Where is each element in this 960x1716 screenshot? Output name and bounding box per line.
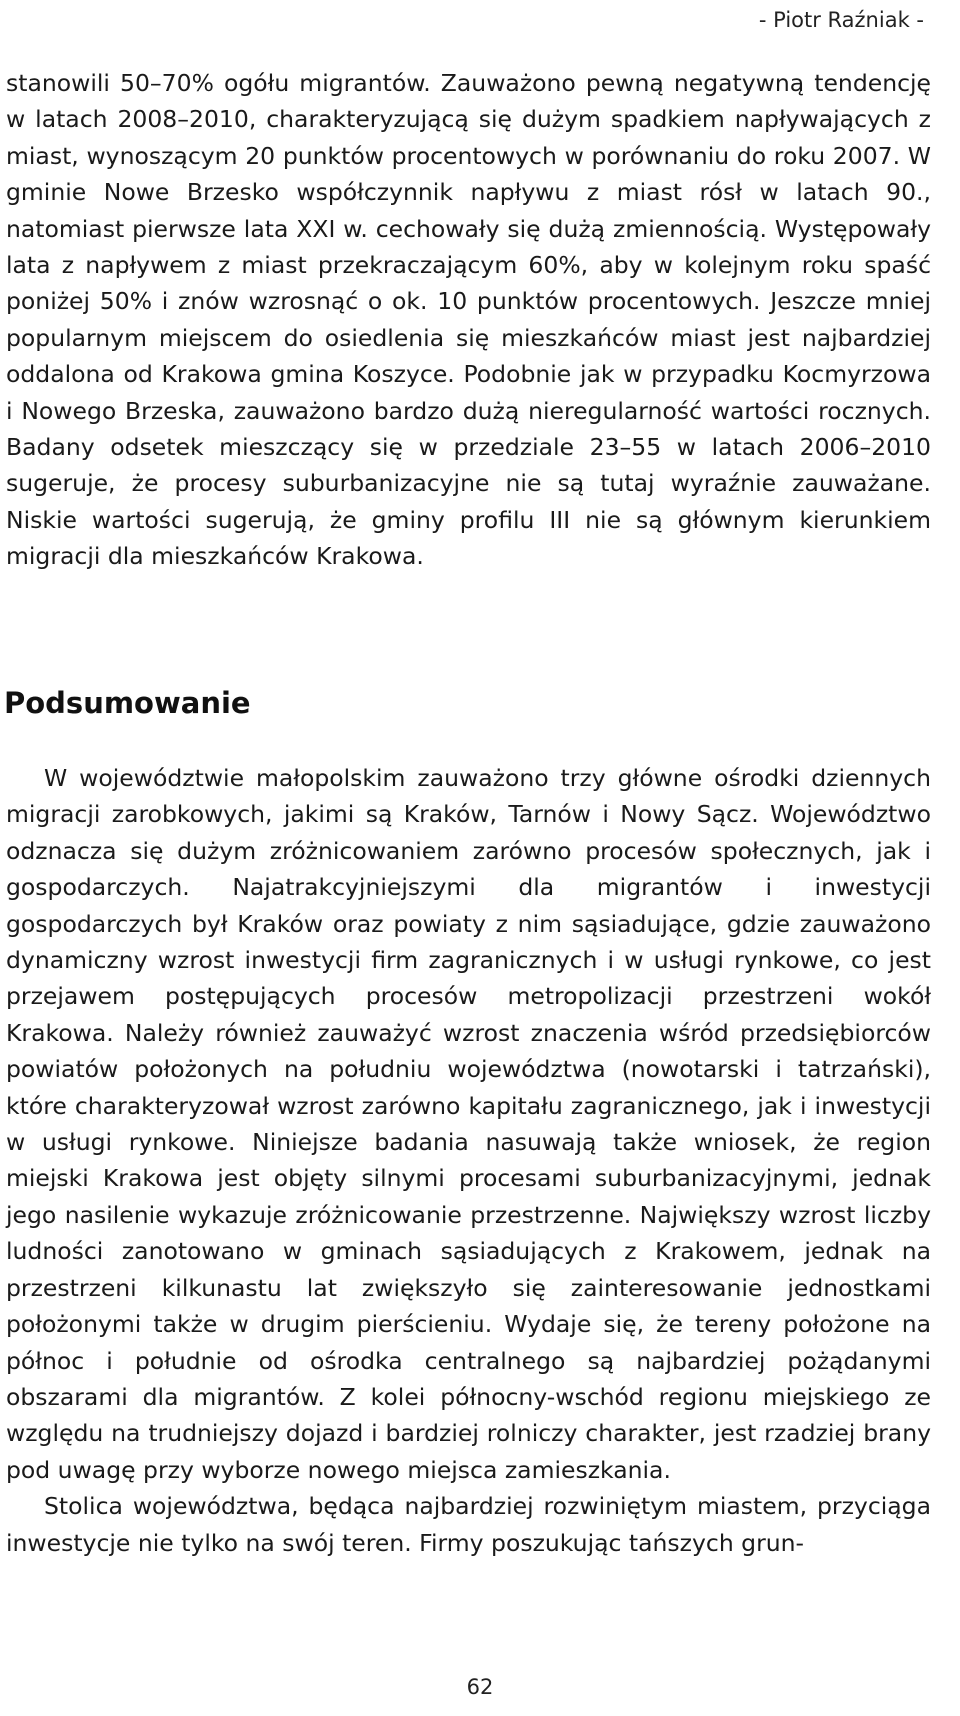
summary-section — [6, 760, 931, 1561]
summary-paragraph-1: W województwie małopolskim zauważono trzy główne ośrodki dziennych migracji zarobkowych, jakimi są Kraków, Tarnów i Nowy Sącz. Województwo odznacza się dużym zróżnicowaniem zarówno procesów społecznych, jak i gospodarczych. Najatrakcyjniejszymi dla migrantów i inwestycji gospodarczych był Kraków oraz powiaty z nim sąsiadujące, gdzie zauważono dynamiczny wzrost inwestycji firm zagranicznych i w usługi rynkowe, co jest przejawem postępujących procesów metropolizacji przestrzeni wokół Krakowa. Należy również zauważyć wzrost znaczenia wśród przedsiębiorców powiatów położonych na południu województwa (nowotarski i tatrzański), które charakteryzował wzrost zarówno kapitału zagranicznego, jak i inwestycji w usługi rynkowe. Niniejsze badania nasuwają także wniosek, że region miejski Krakowa jest objęty silnymi procesami suburbanizacyjnymi, jednak jego nasilenie wykazuje zróżnicowanie przestrzenne. Największy wzrost liczby ludności zanotowano w gminach sąsiadujących z Krakowem, jednak na przestrzeni kilkunastu lat zwiększyło się zainteresowanie jednostkami położonymi także w drugim pierścieniu. Wydaje się, że tereny położone na północ i południe od ośrodka centralnego są najbardziej pożądanymi obszarami dla migrantów. Z kolei północny-wschód regionu miejskiego ze względu na trudniejszy dojazd i bardziej rolniczy charakter, jest rzadziej brany pod uwagę przy wyborze nowego miejsca zamieszkania. — [6, 764, 931, 1484]
running-header: - Piotr Raźniak - — [758, 8, 924, 32]
section-heading-podsumowanie: Podsumowanie — [4, 686, 251, 720]
page-number: 62 — [466, 1675, 494, 1699]
summary-paragraph-2: Stolica województwa, będąca najbardziej rozwiniętym miastem, przyciąga inwestycje nie tylko na swój teren. Firmy poszukując tańszych grun- — [6, 1492, 931, 1557]
intro-paragraph: stanowili 50–70% ogółu migrantów. Zauważono pewną negatywną tendencję w latach 2008–2010, charakteryzującą się dużym spadkiem napływających z miast, wynoszącym 20 punktów procentowych w porównaniu do roku 2007. W gminie Nowe Brzesko współczynnik napływu z miast rósł w latach 90., natomiast pierwsze lata XXI w. cechowały się dużą zmiennością. Występowały lata z napływem z miast przekraczającym 60%, aby w kolejnym roku spaść poniżej 50% i znów wzrosnąć o ok. 10 punktów procentowych. Jeszcze mniej popularnym miejscem do osiedlenia się mieszkańców miast jest najbardziej oddalona od Krakowa gmina Koszyce. Podobnie jak w przypadku Kocmyrzowa i Nowego Brzeska, zauważono bardzo dużą nieregularność wartości rocznych. Badany odsetek mieszczący się w przedziale 23–55 w latach 2006–2010 sugeruje, że procesy suburbanizacyjne nie są tutaj wyraźnie zauważane. Niskie wartości sugerują, że gminy profilu III nie są głównym kierunkiem migracji dla mieszkańców Krakowa. — [6, 69, 931, 571]
